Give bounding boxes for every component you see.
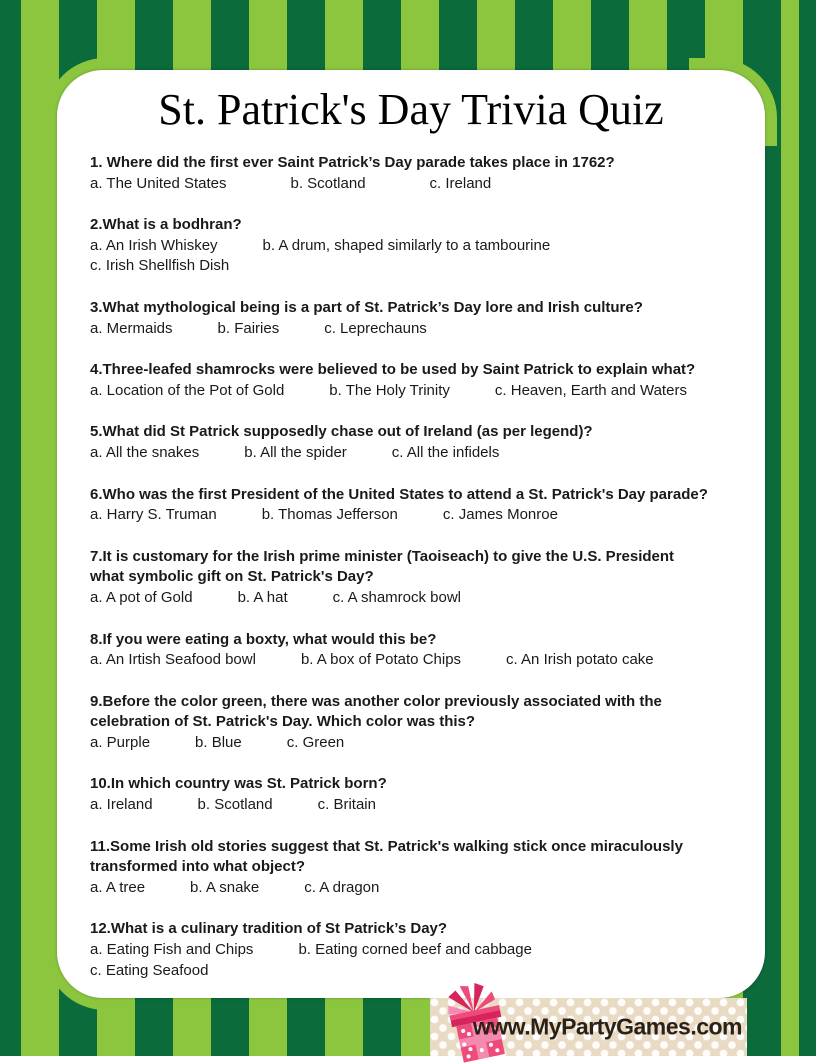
answer-option: c. Heaven, Earth and Waters [494,381,687,399]
answer-option: b. The Holy Trinity [329,381,450,399]
question-text: 6.Who was the first President of the United States to attend a St. Patrick's Day parade? [90,485,708,503]
answer-option: b. Fairies [217,319,280,337]
answer-option: c. Leprechauns [324,319,427,337]
question-block [90,837,755,899]
question-block [90,298,755,339]
answer-option: b. Scotland [197,796,273,814]
question-text: 12.What is a culinary tradition of St Patrick’s Day? [90,920,448,938]
question-text: transformed into what object? [90,858,306,876]
answer-option: b. A snake [190,878,260,896]
answer-line [90,733,755,754]
quiz-card [57,70,765,998]
question-text: 4.Three-leafed shamrocks were believed to be used by Saint Patrick to explain what? [90,361,696,379]
question-text: 3.What mythological being is a part of St. Patrick’s Day lore and Irish culture? [90,298,643,316]
answer-option: b. All the spider [244,443,347,461]
question-text: 5.What did St Patrick supposedly chase out of Ireland (as per legend)? [90,423,593,441]
answer-option: c. Ireland [429,174,492,192]
question-block [90,422,755,463]
answer-option: a. An Irish Whiskey [90,236,218,254]
answer-option: b. Blue [195,733,242,751]
answer-option: b. Eating corned beef and cabbage [298,941,532,959]
answer-option: b. A drum, shaped similarly to a tambourine [262,236,551,254]
answer-option: b. A hat [237,588,288,606]
answer-option: a. Eating Fish and Chips [90,941,254,959]
answer-option: c. Eating Seafood [90,961,209,979]
question-text: 9.Before the color green, there was another color previously associated with the [90,692,662,710]
answer-option: c. A dragon [304,878,380,896]
question-block [90,153,755,194]
answer-option: c. A shamrock bowl [332,588,462,606]
answer-option: a. Harry S. Truman [90,506,217,524]
answer-line [90,505,755,526]
answer-line [90,878,755,899]
answer-option: c. All the infidels [391,443,500,461]
answer-line [90,940,755,961]
site-url[interactable]: www.MyPartyGames.com [472,1013,742,1040]
answer-option: b. Scotland [290,174,366,192]
answer-line [90,236,755,257]
answer-option: c. Britain [317,796,376,814]
answer-option: a. Ireland [90,796,153,814]
question-text: what symbolic gift on St. Patrick's Day? [90,568,374,586]
question-block [90,919,755,981]
answer-option: a. All the snakes [90,443,200,461]
answer-option: c. James Monroe [442,506,558,524]
question-block [90,215,755,277]
question-text: celebration of St. Patrick's Day. Which color was this? [90,713,476,731]
question-block [90,547,755,609]
answer-line [90,961,755,982]
question-text: 7.It is customary for the Irish prime minister (Taoiseach) to give the U.S. President [90,547,675,565]
answer-option: a. Location of the Pot of Gold [90,381,285,399]
answer-option: a. Mermaids [90,319,173,337]
answer-line [90,588,755,609]
question-block [90,630,755,671]
answer-option: a. The United States [90,174,227,192]
question-block [90,485,755,526]
answer-option: b. A box of Potato Chips [300,651,462,669]
answer-option: a. A pot of Gold [90,588,193,606]
answer-option: c. Irish Shellfish Dish [90,257,230,275]
footer-banner [430,998,747,1056]
question-block [90,692,755,754]
answer-line [90,650,755,671]
answer-option: c. Green [286,733,345,751]
question-block [90,774,755,815]
answer-line [90,381,755,402]
answer-option: b. Thomas Jefferson [261,506,398,524]
answer-line [90,319,755,340]
answer-option: a. Purple [90,733,151,751]
page-title: St. Patrick's Day Trivia Quiz [158,85,664,134]
answer-line [90,795,755,816]
answer-option: c. An Irish potato cake [506,651,654,669]
question-block [90,360,755,401]
answer-option: a. A tree [90,878,146,896]
question-text: 2.What is a bodhran? [90,216,242,234]
answer-line [90,174,755,195]
question-list [57,153,765,981]
answer-line [90,443,755,464]
answer-line [90,256,755,277]
question-text: 8.If you were eating a boxty, what would this be? [90,630,437,648]
question-text: 1. Where did the first ever Saint Patrick’s Day parade takes place in 1762? [90,154,615,171]
question-text: 10.In which country was St. Patrick born? [90,775,387,793]
answer-option: a. An Irtish Seafood bowl [90,651,256,669]
question-text: 11.Some Irish old stories suggest that St. Patrick's walking stick once miraculously [90,837,683,855]
